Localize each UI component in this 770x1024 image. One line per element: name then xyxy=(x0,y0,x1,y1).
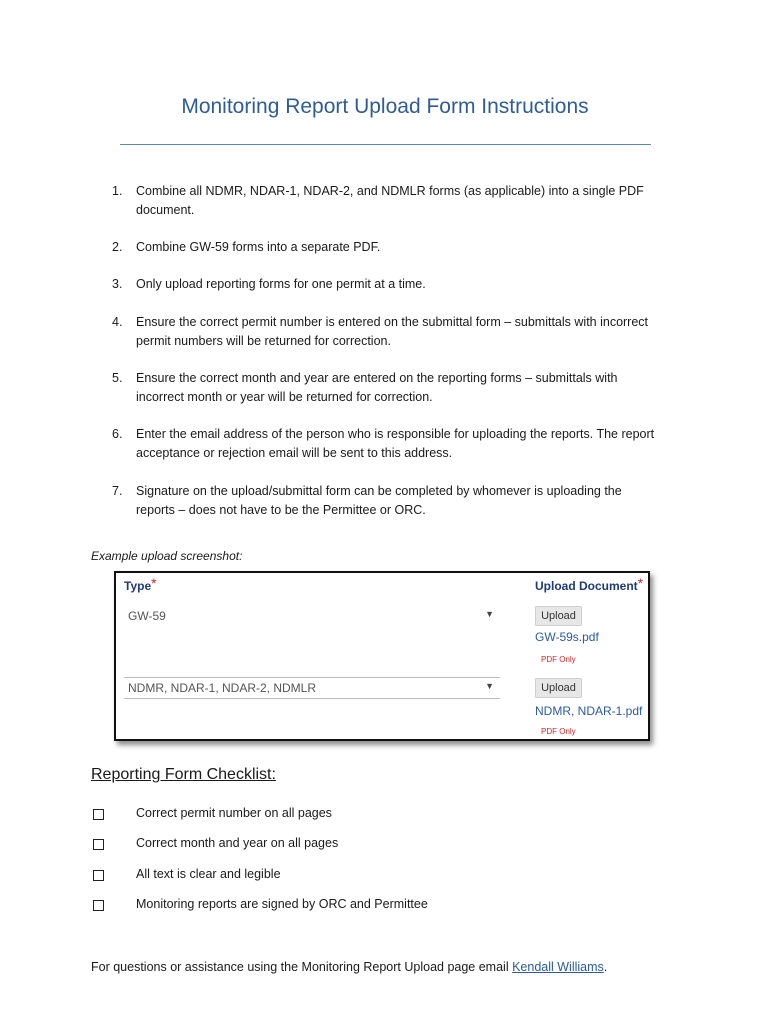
step-text: Ensure the correct permit number is entered on the submittal form – submittals with incorrect permit numbers will be returned for correction. xyxy=(136,315,649,348)
select-value: GW-59 xyxy=(128,609,166,623)
dropdown-arrow-icon: ▼ xyxy=(485,681,494,691)
checkbox-icon xyxy=(93,900,104,911)
uploaded-file-link[interactable]: GW-59s.pdf xyxy=(535,630,599,644)
select-value: NDMR, NDAR-1, NDAR-2, NDMLR xyxy=(128,681,317,695)
footer-contact: For questions or assistance using the Monitoring Report Upload page email Kendall Williams. xyxy=(91,960,608,974)
example-upload-screenshot xyxy=(114,571,650,741)
checkbox-icon xyxy=(93,839,104,850)
required-mark: * xyxy=(151,575,157,591)
type-select[interactable] xyxy=(124,677,500,699)
checklist-item-text: All text is clear and legible xyxy=(136,867,281,881)
checklist-title: Reporting Form Checklist: xyxy=(91,766,276,783)
page-title: Monitoring Report Upload Form Instructions xyxy=(181,95,589,118)
step-text: Ensure the correct month and year are entered on the reporting forms – submittals with incorrect month or year will be returned for correction. xyxy=(136,371,618,404)
step-text: Signature on the upload/submittal form can be completed by whomever is uploading the reports – does not have to be the Permittee or ORC. xyxy=(136,484,622,517)
step-text: Enter the email address of the person who is responsible for uploading the reports. The report acceptance or rejection email will be sent to this address. xyxy=(136,427,655,460)
upload-button[interactable]: Upload xyxy=(535,678,582,698)
step-text: Only upload reporting forms for one permit at a time. xyxy=(136,277,426,291)
step-number: 4. xyxy=(112,315,123,329)
footer-text: For questions or assistance using the Monitoring Report Upload page email xyxy=(91,960,513,974)
required-mark: * xyxy=(637,575,644,591)
upload-button[interactable]: Upload xyxy=(535,606,582,626)
example-label: Example upload screenshot: xyxy=(91,549,243,563)
checklist-item-text: Correct permit number on all pages xyxy=(136,806,332,820)
step-number: 5. xyxy=(112,371,123,385)
checklist-item-text: Monitoring reports are signed by ORC and Permittee xyxy=(136,897,428,911)
pdf-only-note: PDF Only xyxy=(541,655,576,664)
uploaded-file-link[interactable]: NDMR, NDAR-1.pdf xyxy=(535,704,643,718)
step-number: 7. xyxy=(112,484,123,498)
type-header: Type* xyxy=(124,575,157,593)
step-number: 1. xyxy=(112,184,123,198)
checklist-item-text: Correct month and year on all pages xyxy=(136,836,339,850)
step-text: Combine all NDMR, NDAR-1, NDAR-2, and NDMLR forms (as applicable) into a single PDF document. xyxy=(136,184,644,217)
step-number: 6. xyxy=(112,427,123,441)
pdf-only-note: PDF Only xyxy=(541,727,576,736)
contact-email-link[interactable]: Kendall Williams xyxy=(512,960,604,974)
type-select[interactable] xyxy=(124,606,500,626)
step-number: 2. xyxy=(112,240,123,254)
step-text: Combine GW-59 forms into a separate PDF. xyxy=(136,240,381,254)
checkbox-icon xyxy=(93,809,104,820)
step-number: 3. xyxy=(112,277,123,291)
dropdown-arrow-icon: ▼ xyxy=(485,609,494,619)
title-divider xyxy=(120,144,651,145)
upload-document-header: Upload Document* xyxy=(535,575,644,593)
checkbox-icon xyxy=(93,870,104,881)
